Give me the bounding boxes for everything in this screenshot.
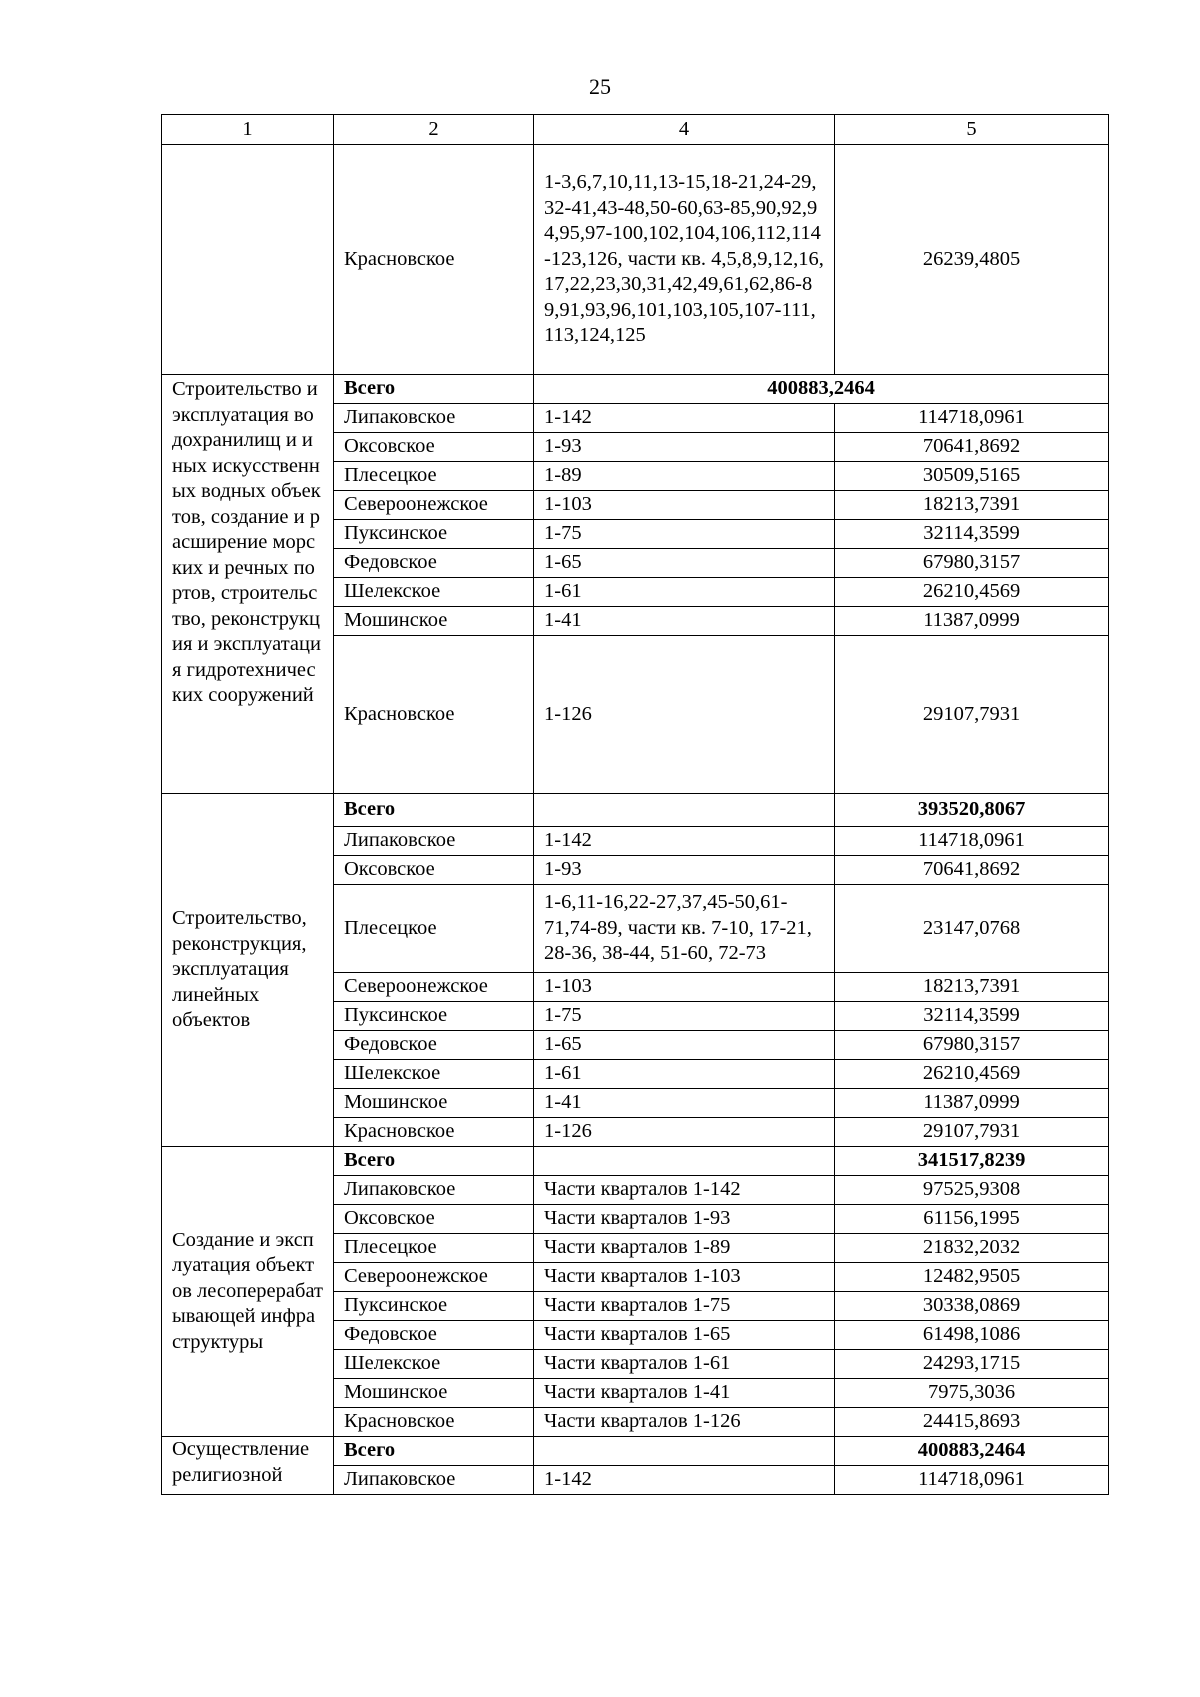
area-cell: Красновское [334,145,534,375]
value-cell: 70641,8692 [835,856,1109,885]
total-value: 400883,2464 [534,375,1109,404]
total-row [162,1437,1109,1466]
total-row [162,1147,1109,1176]
value-cell: 30509,5165 [835,462,1109,491]
value-cell: 18213,7391 [835,491,1109,520]
header-col-4: 4 [534,115,835,145]
value-cell: 97525,9308 [835,1176,1109,1205]
value-cell: 67980,3157 [835,1031,1109,1060]
area-cell: Красновское [334,636,534,794]
area-cell: Плесецкое [334,885,534,973]
total-row [162,794,1109,827]
area-cell: Североонежское [334,973,534,1002]
quarters-cell: Части кварталов 1-142 [534,1176,835,1205]
total-label: Всего [334,794,534,827]
area-cell: Североонежское [334,1263,534,1292]
value-cell: 29107,7931 [835,636,1109,794]
value-cell: 26210,4569 [835,1060,1109,1089]
quarters-cell: 1-126 [534,636,835,794]
quarters-cell: 1-103 [534,491,835,520]
area-cell: Липаковское [334,404,534,433]
total-label: Всего [334,375,534,404]
value-cell: 114718,0961 [835,1466,1109,1495]
quarters-cell: 1-61 [534,578,835,607]
area-cell: Плесецкое [334,1234,534,1263]
quarters-cell: Части кварталов 1-41 [534,1379,835,1408]
forest-use-table [161,114,1109,1495]
quarters-cell: 1-41 [534,1089,835,1118]
quarters-cell: 1-41 [534,607,835,636]
quarters-cell: 1-75 [534,1002,835,1031]
quarters-cell: Части кварталов 1-61 [534,1350,835,1379]
table-row [162,145,1109,375]
area-cell: Мошинское [334,607,534,636]
area-cell: Плесецкое [334,462,534,491]
area-cell: Красновское [334,1408,534,1437]
value-cell: 61156,1995 [835,1205,1109,1234]
quarters-cell: 1-3,6,7,10,11,13-15,18-21,24-29,32-41,43-48,50-60,63-85,90,92,94,95,97-100,102,104,106,112,114-123,126, части кв. 4,5,8,9,12,16,17,22,23,30,31,42,49,61,62,86-89,91,93,96,101,103,105,107-111,113,124,125 [534,145,835,375]
page-number: 25 [589,74,611,99]
area-cell: Пуксинское [334,1292,534,1321]
total-value: 341517,8239 [835,1147,1109,1176]
area-cell: Липаковское [334,1176,534,1205]
quarters-cell: 1-89 [534,462,835,491]
area-cell: Шелекское [334,1350,534,1379]
value-cell: 32114,3599 [835,520,1109,549]
area-cell: Федовское [334,1031,534,1060]
area-cell: Федовское [334,549,534,578]
value-cell: 23147,0768 [835,885,1109,973]
area-cell: Пуксинское [334,520,534,549]
value-cell: 7975,3036 [835,1379,1109,1408]
value-cell: 24415,8693 [835,1408,1109,1437]
quarters-cell: Части кварталов 1-65 [534,1321,835,1350]
value-cell: 32114,3599 [835,1002,1109,1031]
quarters-cell: 1-142 [534,1466,835,1495]
area-cell: Мошинское [334,1379,534,1408]
table-header-row [162,115,1109,145]
value-cell: 11387,0999 [835,607,1109,636]
header-col-2: 2 [334,115,534,145]
value-cell: 26210,4569 [835,578,1109,607]
value-cell: 114718,0961 [835,404,1109,433]
quarters-cell [534,1437,835,1466]
value-cell: 24293,1715 [835,1350,1109,1379]
area-cell: Оксовское [334,856,534,885]
area-cell: Шелекское [334,1060,534,1089]
area-cell: Оксовское [334,1205,534,1234]
purpose-cell: Осуществление религиозной [162,1437,334,1495]
value-cell: 11387,0999 [835,1089,1109,1118]
area-cell: Мошинское [334,1089,534,1118]
quarters-cell: 1-93 [534,856,835,885]
area-cell: Липаковское [334,827,534,856]
value-cell: 67980,3157 [835,549,1109,578]
quarters-cell: Части кварталов 1-75 [534,1292,835,1321]
quarters-cell: 1-75 [534,520,835,549]
area-cell: Федовское [334,1321,534,1350]
total-label: Всего [334,1147,534,1176]
header-col-1: 1 [162,115,334,145]
quarters-cell: 1-65 [534,1031,835,1060]
value-cell: 21832,2032 [835,1234,1109,1263]
quarters-cell [534,1147,835,1176]
value-cell: 12482,9505 [835,1263,1109,1292]
quarters-cell: 1-142 [534,404,835,433]
quarters-cell: Части кварталов 1-103 [534,1263,835,1292]
purpose-cell: Строительство, реконструкция, эксплуатация линейных объектов [162,794,334,1147]
quarters-cell: 1-103 [534,973,835,1002]
value-cell: 114718,0961 [835,827,1109,856]
area-cell: Оксовское [334,433,534,462]
area-cell: Липаковское [334,1466,534,1495]
total-value: 393520,8067 [835,794,1109,827]
value-cell: 70641,8692 [835,433,1109,462]
quarters-cell: 1-65 [534,549,835,578]
purpose-cell: Строительство и эксплуатация водохранилищ и иных искусственных водных объектов, создание и расширение морских и речных портов, строительство, реконструкция и эксплуатация гидротехнических сооружений [162,375,334,794]
quarters-cell: Части кварталов 1-89 [534,1234,835,1263]
purpose-cell: Создание и эксплуатация объектов лесоперерабатывающей инфраструктуры [162,1147,334,1437]
value-cell: 18213,7391 [835,973,1109,1002]
area-cell: Пуксинское [334,1002,534,1031]
quarters-cell: 1-93 [534,433,835,462]
quarters-cell: 1-6,11-16,22-27,37,45-50,61-71,74-89, части кв. 7-10, 17-21, 28-36, 38-44, 51-60, 72-73 [534,885,835,973]
value-cell: 30338,0869 [835,1292,1109,1321]
quarters-cell: 1-142 [534,827,835,856]
total-label: Всего [334,1437,534,1466]
quarters-cell: Части кварталов 1-93 [534,1205,835,1234]
area-cell: Североонежское [334,491,534,520]
header-col-5: 5 [835,115,1109,145]
quarters-cell: Части кварталов 1-126 [534,1408,835,1437]
purpose-cell [162,145,334,375]
quarters-cell: 1-126 [534,1118,835,1147]
quarters-cell [534,794,835,827]
value-cell: 29107,7931 [835,1118,1109,1147]
quarters-cell: 1-61 [534,1060,835,1089]
value-cell: 61498,1086 [835,1321,1109,1350]
area-cell: Шелекское [334,578,534,607]
total-row [162,375,1109,404]
area-cell: Красновское [334,1118,534,1147]
total-value: 400883,2464 [835,1437,1109,1466]
value-cell: 26239,4805 [835,145,1109,375]
